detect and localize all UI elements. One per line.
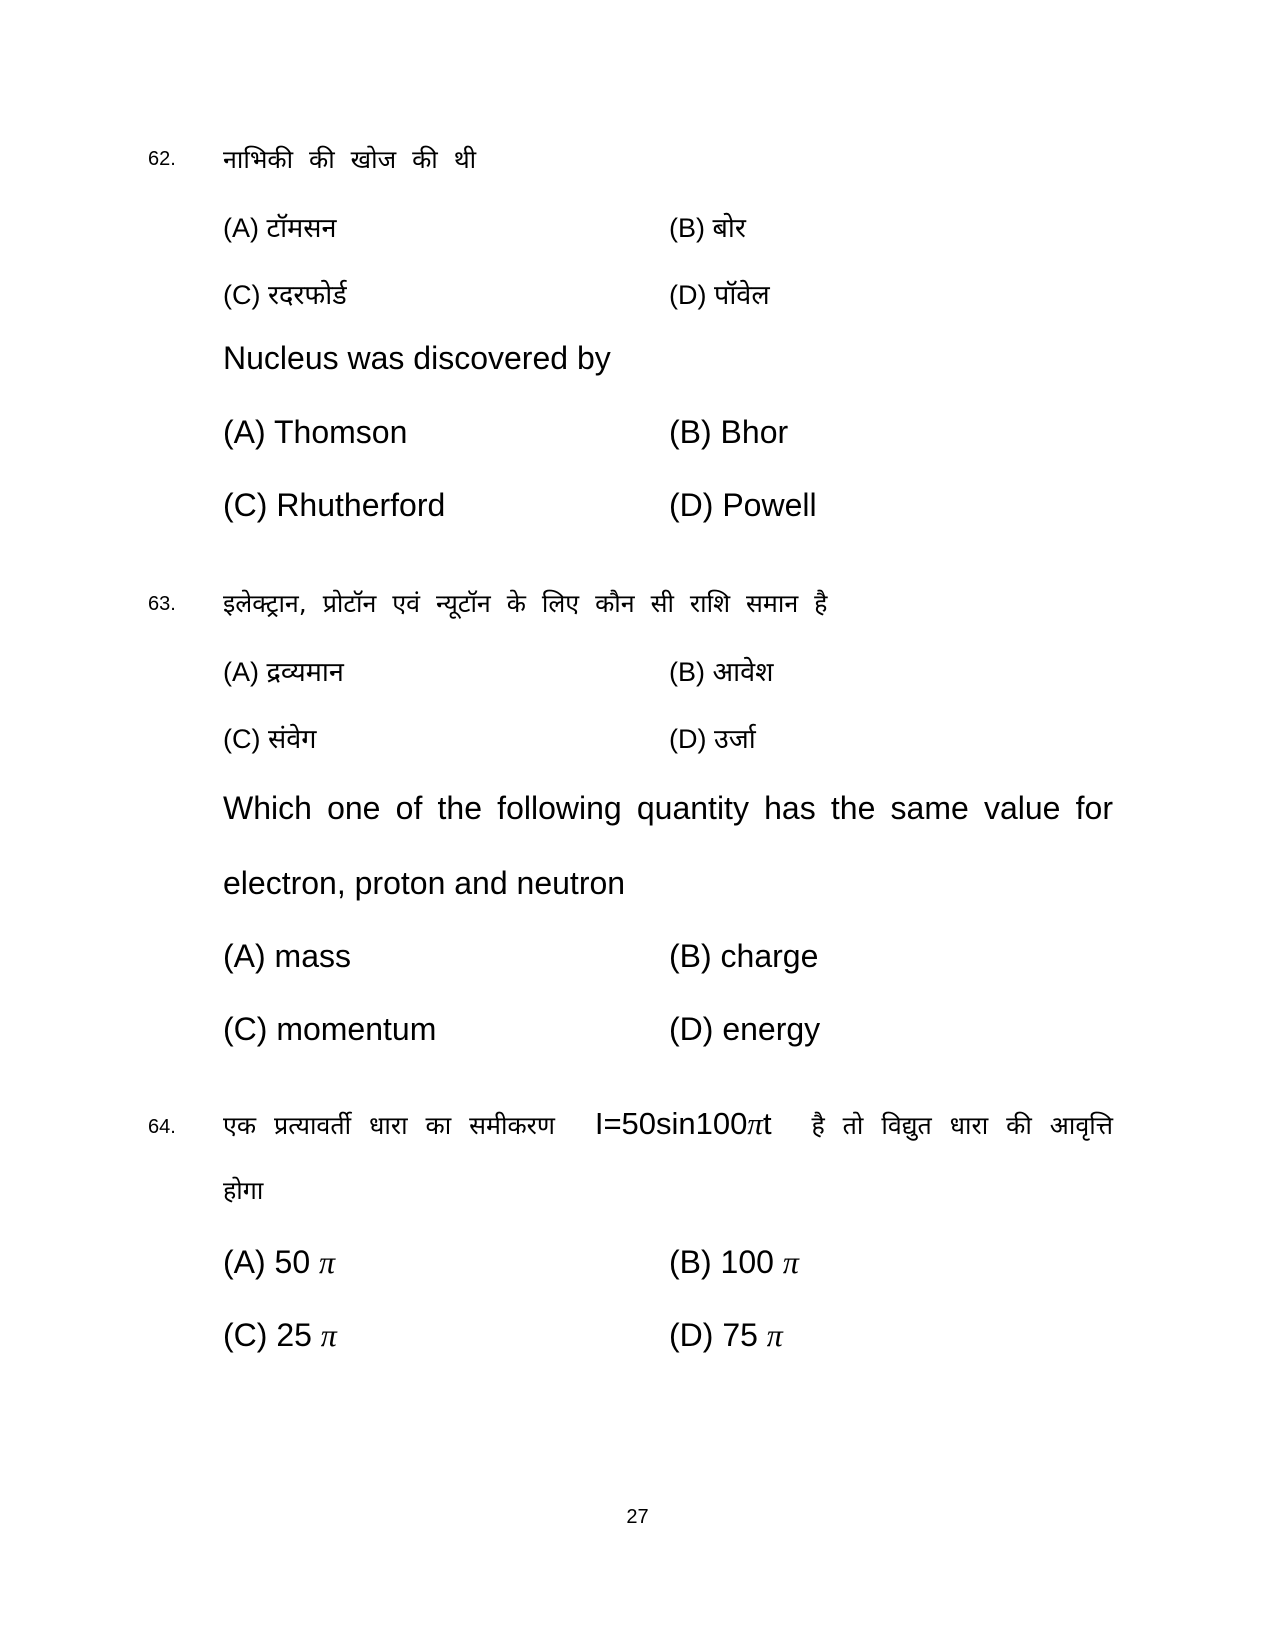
option-hindi-b: (B) बोर bbox=[669, 213, 746, 243]
option-a: (A) 50 π bbox=[223, 1244, 336, 1280]
option-english-c: (C) momentum bbox=[223, 1011, 437, 1047]
question-text-english: Nucleus was discovered by bbox=[223, 340, 611, 376]
option-english-d: (D) Powell bbox=[669, 487, 817, 523]
page-number: 27 bbox=[626, 1506, 649, 1528]
pi-symbol: π bbox=[766, 1317, 783, 1353]
question-text-hindi: इलेक्ट्रान, प्रोटॉन एवं न्यूटॉन के लिए कौन सी राशि समान है bbox=[223, 589, 828, 618]
pi-symbol: π bbox=[319, 1244, 336, 1280]
question-number: 62. bbox=[148, 148, 176, 170]
option-d: (D) 75 π bbox=[669, 1317, 783, 1353]
option-english-d: (D) energy bbox=[669, 1011, 821, 1047]
option-hindi-d: (D) पॉवेल bbox=[669, 280, 770, 310]
option-hindi-a: (A) द्रव्यमान bbox=[223, 657, 344, 687]
question-text-hindi-after: है तो विद्युत धारा की आवृत्ति bbox=[811, 1111, 1113, 1140]
pi-symbol: π bbox=[782, 1244, 799, 1280]
pi-symbol: π bbox=[747, 1106, 763, 1141]
option-english-a: (A) Thomson bbox=[223, 414, 408, 450]
question-text-hindi: नाभिकी की खोज की थी bbox=[223, 145, 477, 174]
option-hindi-b: (B) आवेश bbox=[669, 657, 774, 687]
option-hindi-d: (D) उर्जा bbox=[669, 724, 756, 754]
question-text-hindi-before: एक प्रत्यावर्ती धारा का समीकरण bbox=[223, 1111, 555, 1140]
question-number: 64. bbox=[148, 1116, 176, 1138]
question-number: 63. bbox=[148, 593, 176, 615]
pi-symbol: π bbox=[320, 1317, 337, 1353]
current-equation: I=50sin100πt bbox=[594, 1106, 772, 1141]
option-english-a: (A) mass bbox=[223, 938, 351, 974]
option-hindi-a: (A) टॉमसन bbox=[223, 213, 337, 243]
option-english-b: (B) charge bbox=[669, 938, 819, 974]
question-text-hindi-line1 bbox=[223, 1106, 1113, 1142]
option-english-b: (B) Bhor bbox=[669, 414, 789, 450]
question-text-english-line2: electron, proton and neutron bbox=[223, 865, 626, 901]
option-hindi-c: (C) रदरफोर्ड bbox=[223, 280, 347, 310]
option-b: (B) 100 π bbox=[669, 1244, 799, 1280]
option-c: (C) 25 π bbox=[223, 1317, 337, 1353]
option-hindi-c: (C) संवेग bbox=[223, 724, 317, 754]
question-text-hindi-line2: होगा bbox=[223, 1176, 264, 1205]
option-english-c: (C) Rhutherford bbox=[223, 487, 446, 523]
question-text-english-line1: Which one of the following quantity has the same value for bbox=[223, 790, 1113, 826]
